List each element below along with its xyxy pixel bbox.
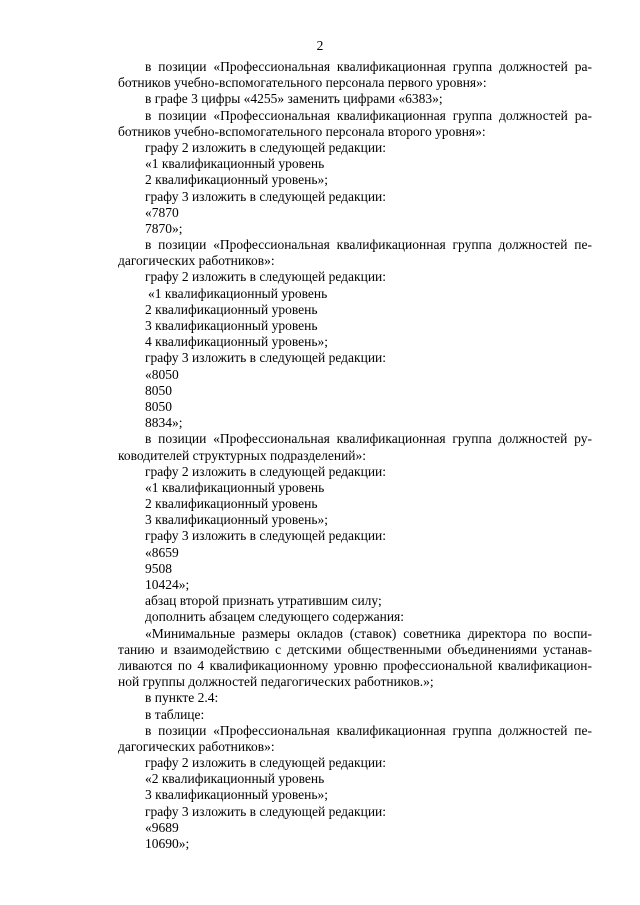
text-line: ботников учебно-вспомогательного персонала первого уровня»: (118, 75, 487, 91)
text-line: «8050 (145, 366, 179, 382)
text-line: ной группы должностей педагогических работников.»; (118, 674, 434, 690)
text-line: «1 квалификационный уровень (145, 479, 325, 495)
text-line: графу 3 изложить в следующей редакции: (145, 350, 387, 366)
text-line: графу 3 изложить в следующей редакции: (145, 188, 387, 204)
text-line: в позиции «Профессиональная квалификационная группа должностей ра- (145, 59, 592, 74)
text-line: «2 квалификационный уровень (145, 771, 325, 787)
text-line: в позиции «Профессиональная квалификационная группа должностей ра- (145, 107, 592, 123)
text-line: абзац второй признать утратившим силу; (145, 593, 382, 609)
text-line: в таблице: (145, 706, 205, 722)
text-line: 2 квалификационный уровень (145, 301, 318, 317)
text-line: дополнить абзацем следующего содержания: (145, 609, 405, 625)
text-line: «1 квалификационный уровень (148, 285, 328, 301)
text-line: в графе 3 цифры «4255» заменить цифрами «6383»; (145, 91, 443, 107)
page-number: 2 (316, 38, 324, 53)
text-line: 4 квалификационный уровень»; (145, 334, 329, 350)
text-line: 10424»; (145, 577, 190, 592)
text-line: 2 квалификационный уровень»; (145, 172, 329, 188)
text-line: «Минимальные размеры окладов (ставок) советника директора по воспи- (145, 625, 592, 641)
text-line: 8050 (145, 398, 172, 414)
text-line: в позиции «Профессиональная квалификационная группа должностей пе- (145, 722, 592, 738)
text-line: в пункте 2.4: (145, 690, 219, 706)
text-line: графу 2 изложить в следующей редакции: (145, 463, 387, 479)
text-line: 3 квалификационный уровень (145, 318, 318, 333)
text-line: 8834»; (145, 415, 183, 431)
text-line: графу 3 изложить в следующей редакции: (145, 803, 387, 819)
text-line: 10690»; (145, 836, 190, 851)
text-line: 2 квалификационный уровень (145, 496, 318, 512)
text-line: ливаются по 4 квалификационному уровню профессиональной квалификацион- (118, 657, 592, 673)
text-line: 9508 (145, 560, 172, 576)
text-line: «7870 (145, 204, 179, 220)
text-line: графу 2 изложить в следующей редакции: (145, 755, 387, 771)
text-line: «1 квалификационный уровень (145, 156, 325, 172)
text-line: 3 квалификационный уровень»; (145, 512, 329, 528)
text-line: «9689 (145, 819, 179, 835)
text-line: графу 2 изложить в следующей редакции: (145, 139, 387, 155)
text-line: 8050 (145, 382, 172, 398)
text-line: в позиции «Профессиональная квалификационная группа должностей ру- (145, 431, 592, 447)
text-line: 3 квалификационный уровень»; (145, 787, 329, 803)
text-line: танию и взаимодействию с детскими общественными объединениями устанав- (118, 641, 592, 657)
text-line: дагогических работников»: (118, 253, 275, 269)
text-line: ководителей структурных подразделений»: (118, 447, 367, 463)
text-line: 7870»; (145, 220, 183, 236)
document-body (118, 59, 592, 852)
text-line: «8659 (145, 544, 179, 560)
text-line: дагогических работников»: (118, 738, 275, 754)
text-line: ботников учебно-вспомогательного персонала второго уровня»: (118, 123, 486, 139)
text-line: в позиции «Профессиональная квалификационная группа должностей пе- (145, 237, 592, 253)
text-line: графу 3 изложить в следующей редакции: (145, 528, 387, 544)
text-line: графу 2 изложить в следующей редакции: (145, 269, 387, 285)
